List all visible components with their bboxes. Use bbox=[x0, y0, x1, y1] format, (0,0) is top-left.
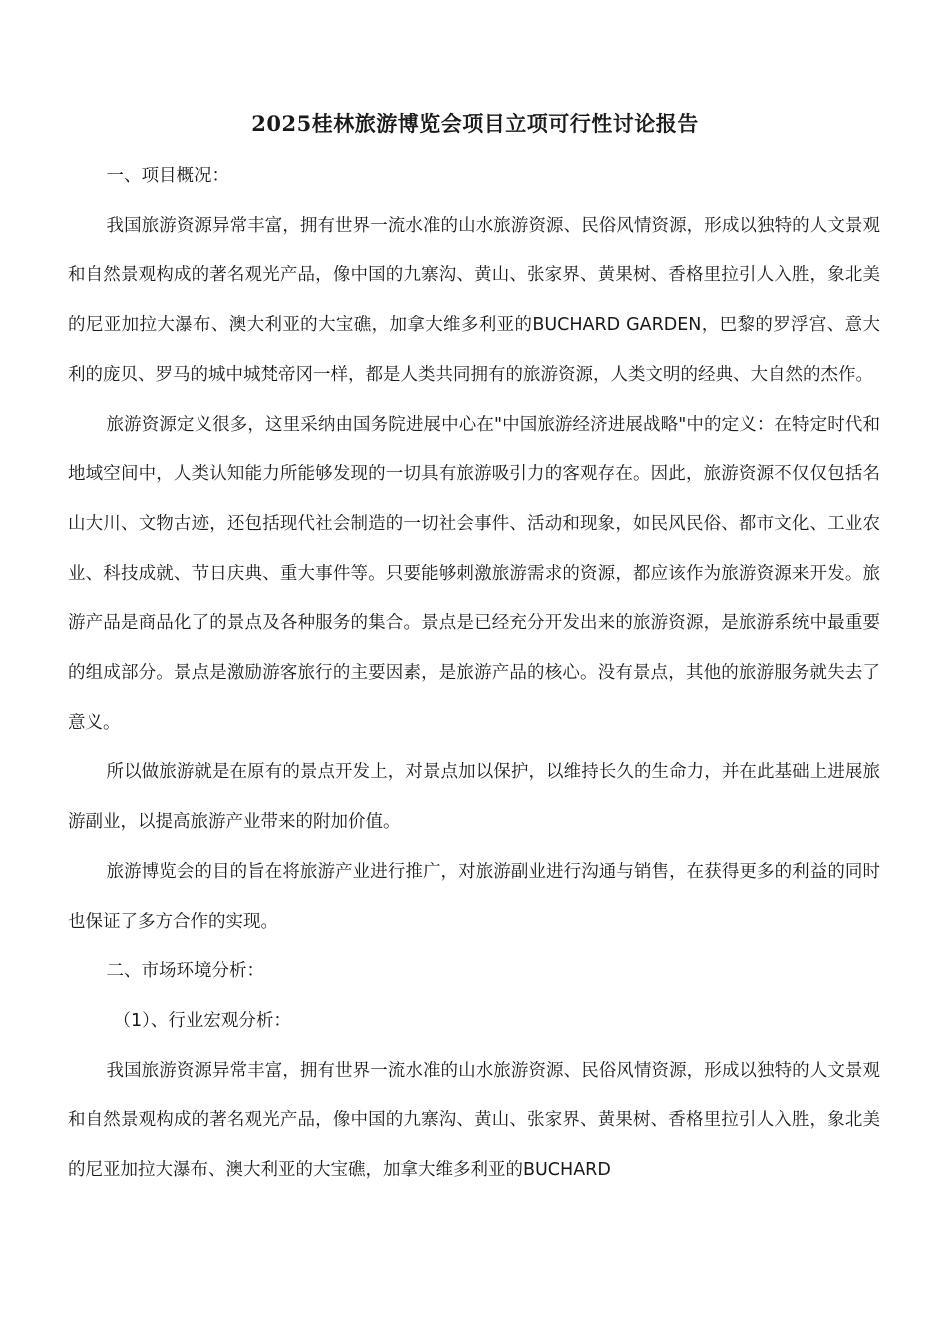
paragraph-tourism-development: 所以做旅游就是在原有的景点开发上，对景点加以保护，以维持长久的生命力，并在此基础上进展旅游副业，以提高旅游产业带来的附加价值。 bbox=[68, 762, 880, 833]
subsection-heading-macro: （1）、行业宏观分析： bbox=[113, 1010, 291, 1031]
document-body bbox=[68, 152, 880, 1196]
section-heading-overview: 一、项目概况： bbox=[106, 166, 229, 186]
section-heading-market: 二、市场环境分析： bbox=[106, 961, 264, 982]
paragraph-tourism-resources: 我国旅游资源异常丰富，拥有世界一流水准的山水旅游资源、民俗风情资源，形成以独特的人文景观和自然景观构成的著名观光产品，像中国的九寨沟、黄山、张家界、黄果树、香格里拉引人入胜，象北美的尼亚加拉大瀑布、澳大利亚的大宝礁，加拿大维多利亚的BUCHARD GARDEN，巴黎的罗浮宫、意大利的庞贝、罗马的城中城梵帝冈一样，都是人类共同拥有的旅游资源，人类文明的经典、大自然的杰作。 bbox=[68, 215, 880, 385]
paragraph-expo-purpose: 旅游博览会的目的旨在将旅游产业进行推广，对旅游副业进行沟通与销售，在获得更多的利益的同时也保证了多方合作的实现。 bbox=[68, 861, 880, 932]
paragraph-resource-definition: 旅游资源定义很多，这里采纳由国务院进展中心在"中国旅游经济进展战略"中的定义：在特定时代和地域空间中，人类认知能力所能够发现的一切具有旅游吸引力的客观存在。因此，旅游资源不仅仅包括名山大川、文物古迹，还包括现代社会制造的一切社会事件、活动和现象，如民风民俗、都市文化、工业农业、科技成就、节日庆典、重大事件等。只要能够刺激旅游需求的资源，都应该作为旅游资源来开发。旅游产品是商品化了的景点及各种服务的集合。景点是已经充分开发出来的旅游资源，是旅游系统中最重要的组成部分。景点是激励游客旅行的主要因素，是旅游产品的核心。没有景点，其他的旅游服务就失去了意义。 bbox=[68, 414, 880, 733]
document-title: 2025桂林旅游博览会项目立项可行性讨论报告 bbox=[251, 111, 699, 136]
paragraph-macro-analysis: 我国旅游资源异常丰富，拥有世界一流水准的山水旅游资源、民俗风情资源，形成以独特的人文景观和自然景观构成的著名观光产品，像中国的九寨沟、黄山、张家界、黄果树、香格里拉引人入胜，象北美的尼亚加拉大瀑布、澳大利亚的大宝礁，加拿大维多利亚的BUCHARD bbox=[68, 1060, 880, 1181]
